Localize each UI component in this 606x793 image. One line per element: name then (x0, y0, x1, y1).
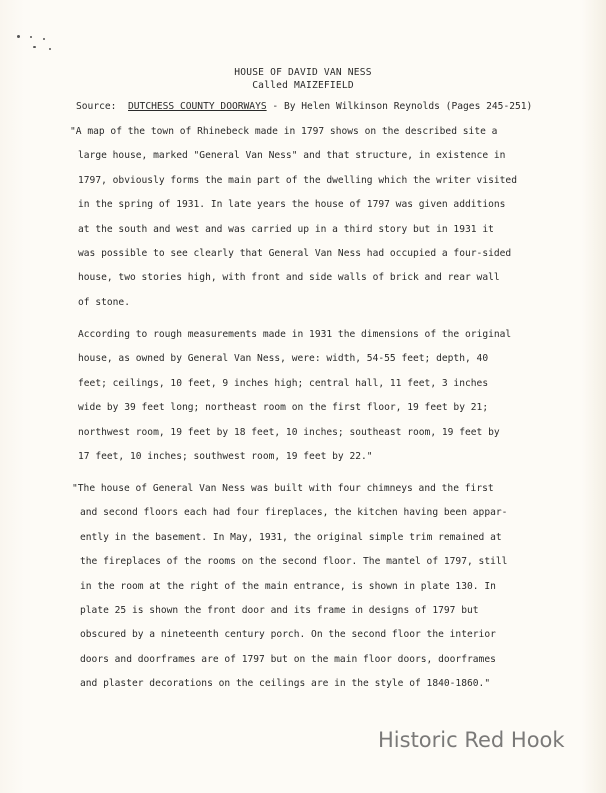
text-line: "A map of the town of Rhinebeck made in 1797 shows on the described site a (70, 126, 498, 137)
text-line: 17 feet, 10 inches; southwest room, 19 feet by 22." (78, 451, 373, 463)
text-line: in the room at the right of the main entrance, is shown in plate 130. In (80, 580, 496, 592)
text-line: doors and doorframes are of 1797 but on the main floor doors, doorframes (80, 653, 496, 665)
paragraph-1 (70, 120, 517, 315)
text-line: feet; ceilings, 10 feet, 9 inches high; central hall, 11 feet, 3 inches (78, 377, 489, 389)
text-line: According to rough measurements made in 1931 the dimensions of the original (78, 329, 512, 340)
text-line: in the spring of 1931. In late years the house of 1797 was given additions (78, 199, 506, 211)
document-title: HOUSE OF DAVID VAN NESS (234, 67, 372, 78)
source-book-title: DUTCHESS COUNTY DOORWAYS (128, 101, 267, 112)
paper-speck (30, 36, 32, 38)
text-line: 1797, obviously forms the main part of the dwelling which the writer visited (78, 174, 517, 186)
text-line: "The house of General Van Ness was built with four chimneys and the first (72, 483, 494, 494)
text-line: northwest room, 19 feet by 18 feet, 10 inches; southeast room, 19 feet by (78, 426, 500, 438)
source-line (76, 101, 532, 112)
paper-speck (17, 35, 20, 38)
paragraph-3 (72, 477, 507, 697)
text-line: house, two stories high, with front and side walls of brick and rear wall (78, 272, 500, 284)
text-line: at the south and west and was carried up in a third story but in 1931 it (78, 223, 494, 235)
paragraph-2 (78, 323, 511, 469)
document-subtitle: Called MAIZEFIELD (252, 80, 354, 91)
watermark: Historic Red Hook (378, 728, 565, 752)
text-line: obscured by a nineteenth century porch. On the second floor the interior (80, 629, 496, 641)
paper-speck (33, 46, 36, 48)
paper-speck (49, 48, 51, 50)
text-line: and plaster decorations on the ceilings are in the style of 1840-1860." (80, 678, 491, 690)
text-line: wide by 39 feet long; northeast room on the first floor, 19 feet by 21; (78, 402, 489, 414)
text-line: the fireplaces of the rooms on the second floor. The mantel of 1797, still (80, 556, 508, 568)
text-line: and second floors each had four fireplaces, the kitchen having been appar- (80, 507, 508, 519)
text-line: ently in the basement. In May, 1931, the original simple trim remained at (80, 531, 502, 543)
text-line: large house, marked "General Van Ness" and that structure, in existence in (78, 150, 506, 162)
source-author: - By Helen Wilkinson Reynolds (Pages 245-251) (272, 101, 533, 112)
paper-speck (43, 38, 45, 40)
text-line: plate 25 is shown the front door and its frame in designs of 1797 but (80, 605, 479, 617)
source-label: Source: (76, 101, 117, 112)
text-line: was possible to see clearly that General Van Ness had occupied a four-sided (78, 248, 512, 260)
text-line: of stone. (78, 296, 130, 308)
text-line: house, as owned by General Van Ness, were: width, 54-55 feet; depth, 40 (78, 353, 489, 365)
